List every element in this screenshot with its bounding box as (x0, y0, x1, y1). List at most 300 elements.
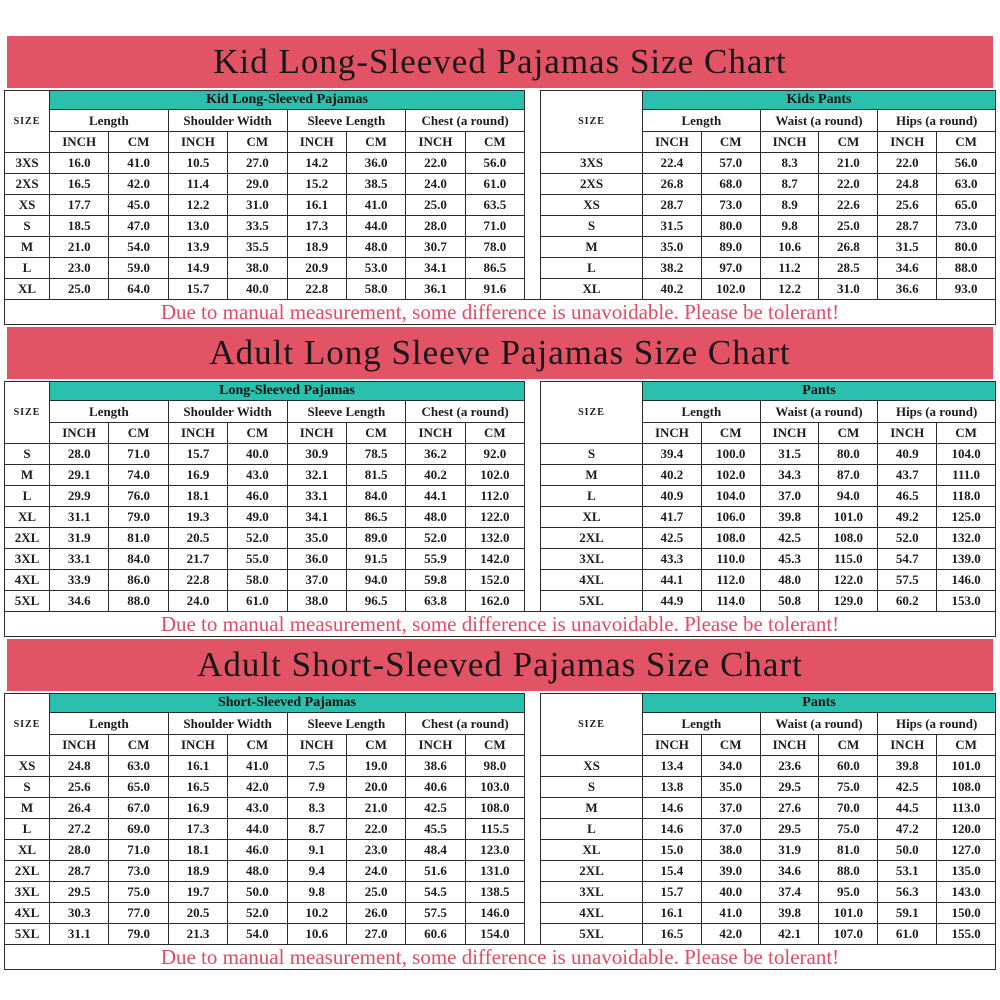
value-cell: 41.0 (228, 756, 287, 777)
value-cell: 42.5 (406, 798, 465, 819)
size-cell: L (541, 258, 643, 279)
unit-header-inch: INCH (168, 132, 227, 153)
table-row (541, 507, 996, 528)
value-cell: 38.5 (346, 174, 405, 195)
value-cell: 21.0 (819, 153, 878, 174)
value-cell: 7.5 (287, 756, 346, 777)
value-cell: 63.0 (937, 174, 996, 195)
value-cell: 34.6 (878, 258, 937, 279)
unit-header-inch: INCH (760, 132, 819, 153)
value-cell: 45.0 (109, 195, 168, 216)
value-cell: 9.8 (760, 216, 819, 237)
size-column-header: SIZE (541, 91, 643, 153)
value-cell: 29.5 (760, 777, 819, 798)
value-cell: 42.5 (760, 528, 819, 549)
value-cell: 44.1 (406, 486, 465, 507)
value-cell: 22.4 (643, 153, 702, 174)
table-row (541, 570, 996, 591)
value-cell: 48.0 (760, 570, 819, 591)
value-cell: 139.0 (937, 549, 996, 570)
value-cell: 39.8 (760, 507, 819, 528)
value-cell: 52.0 (406, 528, 465, 549)
group-header-hips: Hips (a round) (878, 713, 996, 735)
group-header-sleeve: Sleeve Length (287, 110, 406, 132)
size-cell: M (541, 465, 643, 486)
section-tables (4, 381, 996, 612)
unit-header-cm: CM (465, 132, 524, 153)
value-cell: 13.0 (168, 216, 227, 237)
value-cell: 16.5 (643, 924, 702, 945)
section-adult-short-sleeved (0, 639, 1000, 970)
value-cell: 43.0 (228, 798, 287, 819)
group-header-length: Length (643, 401, 761, 423)
group-header-length: Length (50, 401, 169, 423)
section-tables (4, 693, 996, 945)
table-row (541, 465, 996, 486)
table-row (5, 819, 525, 840)
table-row (5, 591, 525, 612)
value-cell: 48.0 (228, 861, 287, 882)
value-cell: 111.0 (937, 465, 996, 486)
unit-header-cm: CM (109, 132, 168, 153)
value-cell: 16.9 (168, 798, 227, 819)
value-cell: 73.0 (937, 216, 996, 237)
value-cell: 79.0 (109, 924, 168, 945)
table-row (5, 570, 525, 591)
table-row (541, 861, 996, 882)
table-row (5, 174, 525, 195)
value-cell: 44.1 (643, 570, 702, 591)
size-cell: S (5, 216, 50, 237)
value-cell: 13.8 (643, 777, 702, 798)
table-row (541, 903, 996, 924)
unit-header-inch: INCH (287, 735, 346, 756)
unit-header-inch: INCH (406, 423, 465, 444)
value-cell: 30.3 (50, 903, 109, 924)
value-cell: 108.0 (937, 777, 996, 798)
table-row (541, 591, 996, 612)
unit-header-inch: INCH (287, 132, 346, 153)
value-cell: 101.0 (819, 903, 878, 924)
value-cell: 19.0 (346, 756, 405, 777)
value-cell: 18.9 (287, 237, 346, 258)
value-cell: 100.0 (701, 444, 760, 465)
section-kid-long-sleeved (0, 36, 1000, 325)
table-row (541, 279, 996, 300)
value-cell: 27.0 (346, 924, 405, 945)
unit-header-cm: CM (228, 423, 287, 444)
value-cell: 51.6 (406, 861, 465, 882)
value-cell: 89.0 (346, 528, 405, 549)
value-cell: 20.5 (168, 903, 227, 924)
value-cell: 60.0 (819, 756, 878, 777)
table-row (5, 444, 525, 465)
value-cell: 15.0 (643, 840, 702, 861)
table-row (541, 840, 996, 861)
value-cell: 25.0 (819, 216, 878, 237)
value-cell: 13.9 (168, 237, 227, 258)
value-cell: 57.5 (406, 903, 465, 924)
unit-header-cm: CM (937, 423, 996, 444)
table-row (5, 528, 525, 549)
value-cell: 91.6 (465, 279, 524, 300)
value-cell: 81.0 (109, 528, 168, 549)
size-cell: L (5, 258, 50, 279)
value-cell: 88.0 (819, 861, 878, 882)
value-cell: 71.0 (465, 216, 524, 237)
value-cell: 22.6 (819, 195, 878, 216)
value-cell: 22.0 (878, 153, 937, 174)
value-cell: 132.0 (465, 528, 524, 549)
value-cell: 154.0 (465, 924, 524, 945)
size-cell: 3XL (5, 549, 50, 570)
table-row (541, 798, 996, 819)
table-row (5, 549, 525, 570)
size-cell: L (541, 486, 643, 507)
size-column-header: SIZE (5, 694, 50, 756)
value-cell: 37.0 (701, 819, 760, 840)
value-cell: 42.0 (701, 924, 760, 945)
value-cell: 48.4 (406, 840, 465, 861)
value-cell: 123.0 (465, 840, 524, 861)
size-cell: M (5, 465, 50, 486)
value-cell: 31.0 (228, 195, 287, 216)
value-cell: 80.0 (701, 216, 760, 237)
size-cell: L (5, 819, 50, 840)
value-cell: 12.2 (760, 279, 819, 300)
value-cell: 20.0 (346, 777, 405, 798)
value-cell: 21.7 (168, 549, 227, 570)
table-row (5, 798, 525, 819)
table-row (5, 237, 525, 258)
value-cell: 38.0 (287, 591, 346, 612)
value-cell: 23.0 (50, 258, 109, 279)
value-cell: 142.0 (465, 549, 524, 570)
value-cell: 24.8 (50, 756, 109, 777)
value-cell: 34.6 (50, 591, 109, 612)
unit-header-inch: INCH (878, 423, 937, 444)
value-cell: 84.0 (346, 486, 405, 507)
table-band-title: Short-Sleeved Pajamas (50, 694, 525, 713)
table-band-title: Kid Long-Sleeved Pajamas (50, 91, 525, 110)
value-cell: 108.0 (701, 528, 760, 549)
value-cell: 7.9 (287, 777, 346, 798)
table-row (541, 756, 996, 777)
unit-header-cm: CM (937, 735, 996, 756)
disclaimer-text: Due to manual measurement, some difference is unavoidable. Please be tolerant! (4, 299, 996, 325)
group-header-sleeve: Sleeve Length (287, 713, 406, 735)
value-cell: 34.3 (760, 465, 819, 486)
value-cell: 34.1 (406, 258, 465, 279)
table-row (541, 195, 996, 216)
value-cell: 55.9 (406, 549, 465, 570)
value-cell: 77.0 (109, 903, 168, 924)
value-cell: 45.3 (760, 549, 819, 570)
size-cell: 4XL (541, 570, 643, 591)
value-cell: 24.0 (346, 861, 405, 882)
value-cell: 122.0 (465, 507, 524, 528)
size-cell: 3XS (541, 153, 643, 174)
value-cell: 28.0 (50, 840, 109, 861)
size-cell: M (541, 237, 643, 258)
value-cell: 31.5 (643, 216, 702, 237)
unit-header-cm: CM (701, 132, 760, 153)
value-cell: 41.7 (643, 507, 702, 528)
size-column-header: SIZE (5, 382, 50, 444)
value-cell: 22.8 (168, 570, 227, 591)
value-cell: 8.7 (287, 819, 346, 840)
value-cell: 86.5 (465, 258, 524, 279)
size-cell: XS (541, 756, 643, 777)
value-cell: 61.0 (228, 591, 287, 612)
value-cell: 61.0 (878, 924, 937, 945)
unit-header-inch: INCH (760, 735, 819, 756)
value-cell: 42.0 (109, 174, 168, 195)
group-header-hips: Hips (a round) (878, 401, 996, 423)
adult-short-pants-table (540, 693, 996, 945)
value-cell: 8.9 (760, 195, 819, 216)
value-cell: 16.1 (287, 195, 346, 216)
size-column-header: SIZE (541, 694, 643, 756)
value-cell: 57.5 (878, 570, 937, 591)
value-cell: 14.9 (168, 258, 227, 279)
size-column-header: SIZE (541, 382, 643, 444)
table-row (541, 882, 996, 903)
value-cell: 120.0 (937, 819, 996, 840)
size-cell: 2XS (541, 174, 643, 195)
value-cell: 48.0 (406, 507, 465, 528)
unit-header-cm: CM (109, 735, 168, 756)
group-header-shoulder: Shoulder Width (168, 110, 287, 132)
value-cell: 26.0 (346, 903, 405, 924)
value-cell: 118.0 (937, 486, 996, 507)
table-row (5, 465, 525, 486)
unit-header-inch: INCH (406, 132, 465, 153)
value-cell: 35.0 (643, 237, 702, 258)
value-cell: 17.7 (50, 195, 109, 216)
value-cell: 52.0 (228, 903, 287, 924)
size-cell: L (5, 486, 50, 507)
value-cell: 36.2 (406, 444, 465, 465)
value-cell: 146.0 (937, 570, 996, 591)
group-header-chest: Chest (a round) (406, 713, 525, 735)
value-cell: 36.1 (406, 279, 465, 300)
value-cell: 25.6 (50, 777, 109, 798)
group-header-length: Length (50, 110, 169, 132)
value-cell: 155.0 (937, 924, 996, 945)
value-cell: 44.9 (643, 591, 702, 612)
value-cell: 86.0 (109, 570, 168, 591)
value-cell: 38.6 (406, 756, 465, 777)
size-column-header: SIZE (5, 91, 50, 153)
value-cell: 110.0 (701, 549, 760, 570)
table-row (5, 903, 525, 924)
table-band-title: Long-Sleeved Pajamas (50, 382, 525, 401)
value-cell: 54.0 (109, 237, 168, 258)
value-cell: 18.5 (50, 216, 109, 237)
value-cell: 33.9 (50, 570, 109, 591)
value-cell: 9.1 (287, 840, 346, 861)
section-title: Kid Long-Sleeved Pajamas Size Chart (7, 36, 993, 88)
value-cell: 34.0 (701, 756, 760, 777)
value-cell: 49.0 (228, 507, 287, 528)
value-cell: 112.0 (465, 486, 524, 507)
value-cell: 47.2 (878, 819, 937, 840)
value-cell: 125.0 (937, 507, 996, 528)
value-cell: 33.1 (287, 486, 346, 507)
size-cell: S (5, 444, 50, 465)
disclaimer-text: Due to manual measurement, some difference is unavoidable. Please be tolerant! (4, 944, 996, 970)
value-cell: 46.5 (878, 486, 937, 507)
value-cell: 91.5 (346, 549, 405, 570)
value-cell: 22.0 (406, 153, 465, 174)
value-cell: 88.0 (109, 591, 168, 612)
value-cell: 29.0 (228, 174, 287, 195)
value-cell: 29.9 (50, 486, 109, 507)
value-cell: 29.5 (760, 819, 819, 840)
value-cell: 16.1 (643, 903, 702, 924)
value-cell: 64.0 (109, 279, 168, 300)
value-cell: 10.5 (168, 153, 227, 174)
value-cell: 28.7 (50, 861, 109, 882)
section-adult-long-sleeve (0, 327, 1000, 637)
value-cell: 31.5 (878, 237, 937, 258)
table-row (5, 216, 525, 237)
value-cell: 132.0 (937, 528, 996, 549)
value-cell: 47.0 (109, 216, 168, 237)
value-cell: 101.0 (819, 507, 878, 528)
value-cell: 94.0 (346, 570, 405, 591)
value-cell: 78.0 (465, 237, 524, 258)
value-cell: 35.0 (287, 528, 346, 549)
unit-header-cm: CM (937, 132, 996, 153)
value-cell: 131.0 (465, 861, 524, 882)
value-cell: 20.5 (168, 528, 227, 549)
unit-header-cm: CM (819, 423, 878, 444)
value-cell: 54.7 (878, 549, 937, 570)
value-cell: 42.1 (760, 924, 819, 945)
size-cell: 2XS (5, 174, 50, 195)
value-cell: 75.0 (109, 882, 168, 903)
value-cell: 70.0 (819, 798, 878, 819)
value-cell: 44.0 (228, 819, 287, 840)
unit-header-inch: INCH (406, 735, 465, 756)
unit-header-inch: INCH (50, 132, 109, 153)
value-cell: 31.5 (760, 444, 819, 465)
value-cell: 17.3 (168, 819, 227, 840)
value-cell: 42.0 (228, 777, 287, 798)
value-cell: 10.6 (287, 924, 346, 945)
size-cell: S (5, 777, 50, 798)
table-row (5, 840, 525, 861)
table-row (541, 153, 996, 174)
value-cell: 93.0 (937, 279, 996, 300)
value-cell: 8.7 (760, 174, 819, 195)
table-row (5, 756, 525, 777)
value-cell: 61.0 (465, 174, 524, 195)
size-cell: S (541, 777, 643, 798)
value-cell: 81.5 (346, 465, 405, 486)
value-cell: 16.9 (168, 465, 227, 486)
value-cell: 146.0 (465, 903, 524, 924)
value-cell: 40.6 (406, 777, 465, 798)
value-cell: 135.0 (937, 861, 996, 882)
size-cell: 2XL (541, 528, 643, 549)
unit-header-inch: INCH (168, 735, 227, 756)
table-row (5, 777, 525, 798)
value-cell: 107.0 (819, 924, 878, 945)
value-cell: 14.6 (643, 798, 702, 819)
value-cell: 113.0 (937, 798, 996, 819)
value-cell: 50.0 (228, 882, 287, 903)
size-cell: XS (5, 756, 50, 777)
value-cell: 27.2 (50, 819, 109, 840)
value-cell: 37.4 (760, 882, 819, 903)
value-cell: 63.8 (406, 591, 465, 612)
value-cell: 19.3 (168, 507, 227, 528)
value-cell: 94.0 (819, 486, 878, 507)
value-cell: 138.5 (465, 882, 524, 903)
value-cell: 31.1 (50, 507, 109, 528)
value-cell: 28.5 (819, 258, 878, 279)
unit-header-cm: CM (346, 423, 405, 444)
value-cell: 27.6 (760, 798, 819, 819)
value-cell: 60.2 (878, 591, 937, 612)
value-cell: 122.0 (819, 570, 878, 591)
value-cell: 150.0 (937, 903, 996, 924)
size-cell: 5XL (541, 591, 643, 612)
unit-header-cm: CM (346, 132, 405, 153)
value-cell: 152.0 (465, 570, 524, 591)
value-cell: 115.5 (465, 819, 524, 840)
adult-short-pajamas-table (4, 693, 525, 945)
value-cell: 43.7 (878, 465, 937, 486)
value-cell: 59.0 (109, 258, 168, 279)
value-cell: 30.9 (287, 444, 346, 465)
value-cell: 40.2 (643, 279, 702, 300)
value-cell: 104.0 (937, 444, 996, 465)
value-cell: 14.2 (287, 153, 346, 174)
value-cell: 25.0 (406, 195, 465, 216)
unit-header-cm: CM (109, 423, 168, 444)
table-row (5, 882, 525, 903)
value-cell: 31.9 (760, 840, 819, 861)
value-cell: 84.0 (109, 549, 168, 570)
value-cell: 76.0 (109, 486, 168, 507)
size-cell: 3XL (5, 882, 50, 903)
size-cell: 5XL (541, 924, 643, 945)
value-cell: 92.0 (465, 444, 524, 465)
value-cell: 17.3 (287, 216, 346, 237)
table-row (5, 195, 525, 216)
value-cell: 19.7 (168, 882, 227, 903)
value-cell: 54.0 (228, 924, 287, 945)
size-cell: S (541, 444, 643, 465)
unit-header-inch: INCH (643, 132, 702, 153)
value-cell: 65.0 (109, 777, 168, 798)
value-cell: 102.0 (701, 279, 760, 300)
table-row (541, 216, 996, 237)
size-cell: 4XL (5, 903, 50, 924)
value-cell: 9.4 (287, 861, 346, 882)
unit-header-inch: INCH (643, 735, 702, 756)
value-cell: 26.4 (50, 798, 109, 819)
value-cell: 35.5 (228, 237, 287, 258)
value-cell: 21.3 (168, 924, 227, 945)
value-cell: 16.5 (168, 777, 227, 798)
value-cell: 39.4 (643, 444, 702, 465)
table-row (5, 861, 525, 882)
